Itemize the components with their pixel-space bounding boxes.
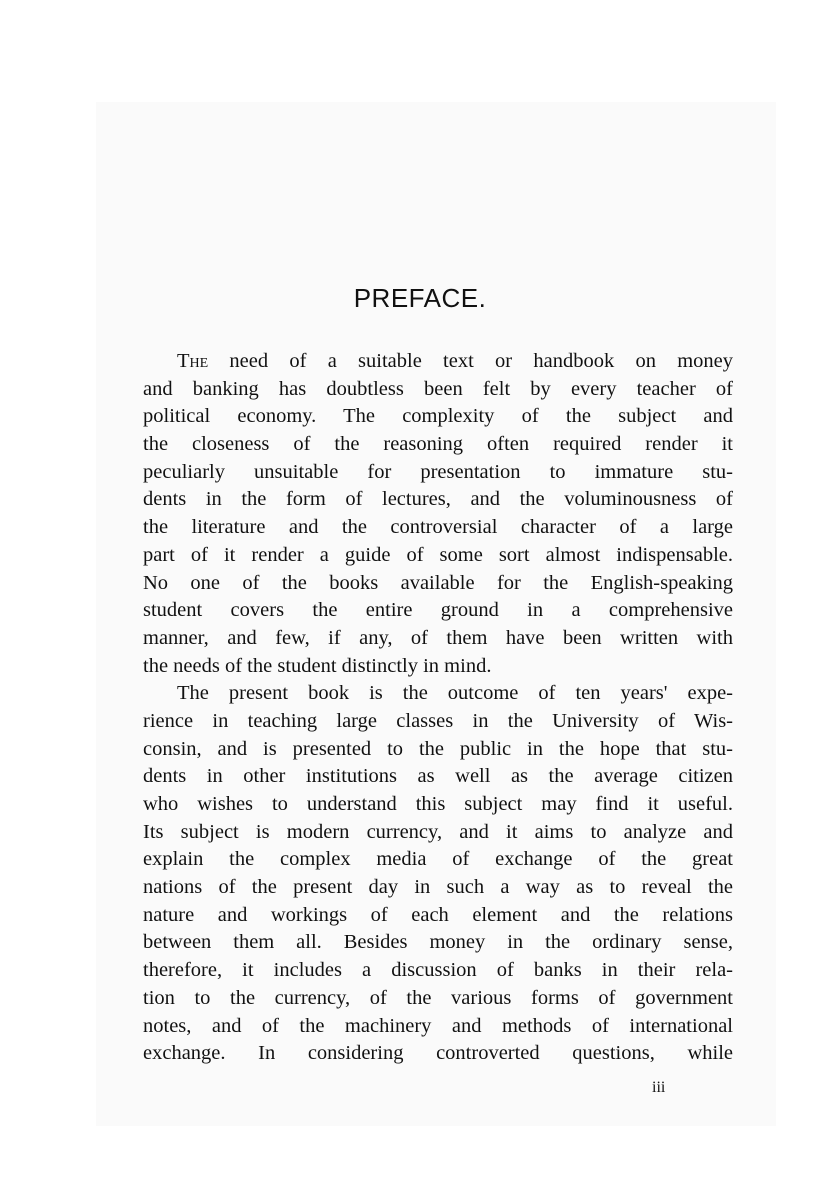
text-line: notes, and of the machinery and methods of international bbox=[143, 1014, 733, 1037]
text-line: part of it render a guide of some sort almost indispensable. bbox=[143, 543, 733, 566]
text-line: dents in the form of lectures, and the voluminousness of bbox=[143, 488, 733, 511]
text-line: the closeness of the reasoning often required render it bbox=[143, 433, 733, 456]
text-line: The present book is the outcome of ten years' expe- bbox=[177, 682, 733, 705]
text-line: political economy. The complexity of the subject and bbox=[143, 405, 733, 428]
text-line: nature and workings of each element and the relations bbox=[143, 903, 733, 926]
text-line bbox=[143, 348, 733, 376]
text-line: peculiarly unsuitable for presentation to immature stu- bbox=[143, 460, 733, 483]
text-line: rience in teaching large classes in the University of Wis- bbox=[143, 709, 733, 732]
text-line: exchange. In considering controverted questions, while bbox=[143, 1042, 733, 1065]
text-line: Its subject is modern currency, and it aims to analyze and bbox=[143, 820, 733, 843]
text-line: and banking has doubtless been felt by every teacher of bbox=[143, 377, 733, 400]
text-line: therefore, it includes a discussion of banks in their rela- bbox=[143, 959, 733, 982]
text-line: consin, and is presented to the public in the hope that stu- bbox=[143, 737, 733, 760]
text-line: who wishes to understand this subject may find it useful. bbox=[143, 793, 733, 815]
first-line-text: need of a suitable text or handbook on money bbox=[208, 350, 733, 372]
text-line: nations of the present day in such a way as to reveal the bbox=[143, 876, 733, 899]
text-line: the literature and the controversial character of a large bbox=[143, 516, 733, 539]
page-number: iii bbox=[652, 1079, 666, 1096]
page-title: PREFACE. bbox=[353, 283, 487, 313]
text-line: dents in other institutions as well as the average citizen bbox=[143, 765, 733, 788]
text-line: the needs of the student distinctly in mind. bbox=[143, 654, 492, 677]
text-line: No one of the books available for the English-speaking bbox=[143, 571, 733, 594]
text-line: explain the complex media of exchange of the great bbox=[143, 848, 733, 871]
small-caps-lead: The bbox=[177, 350, 209, 372]
paragraph-2 bbox=[143, 680, 733, 1068]
paragraph-1 bbox=[143, 348, 733, 680]
text-line: student covers the entire ground in a comprehensive bbox=[143, 599, 733, 622]
text-line: manner, and few, if any, of them have been written with bbox=[143, 626, 733, 649]
preface-text bbox=[143, 348, 733, 1068]
text-line: between them all. Besides money in the ordinary sense, bbox=[143, 931, 733, 954]
text-line: tion to the currency, of the various forms of government bbox=[143, 986, 733, 1009]
